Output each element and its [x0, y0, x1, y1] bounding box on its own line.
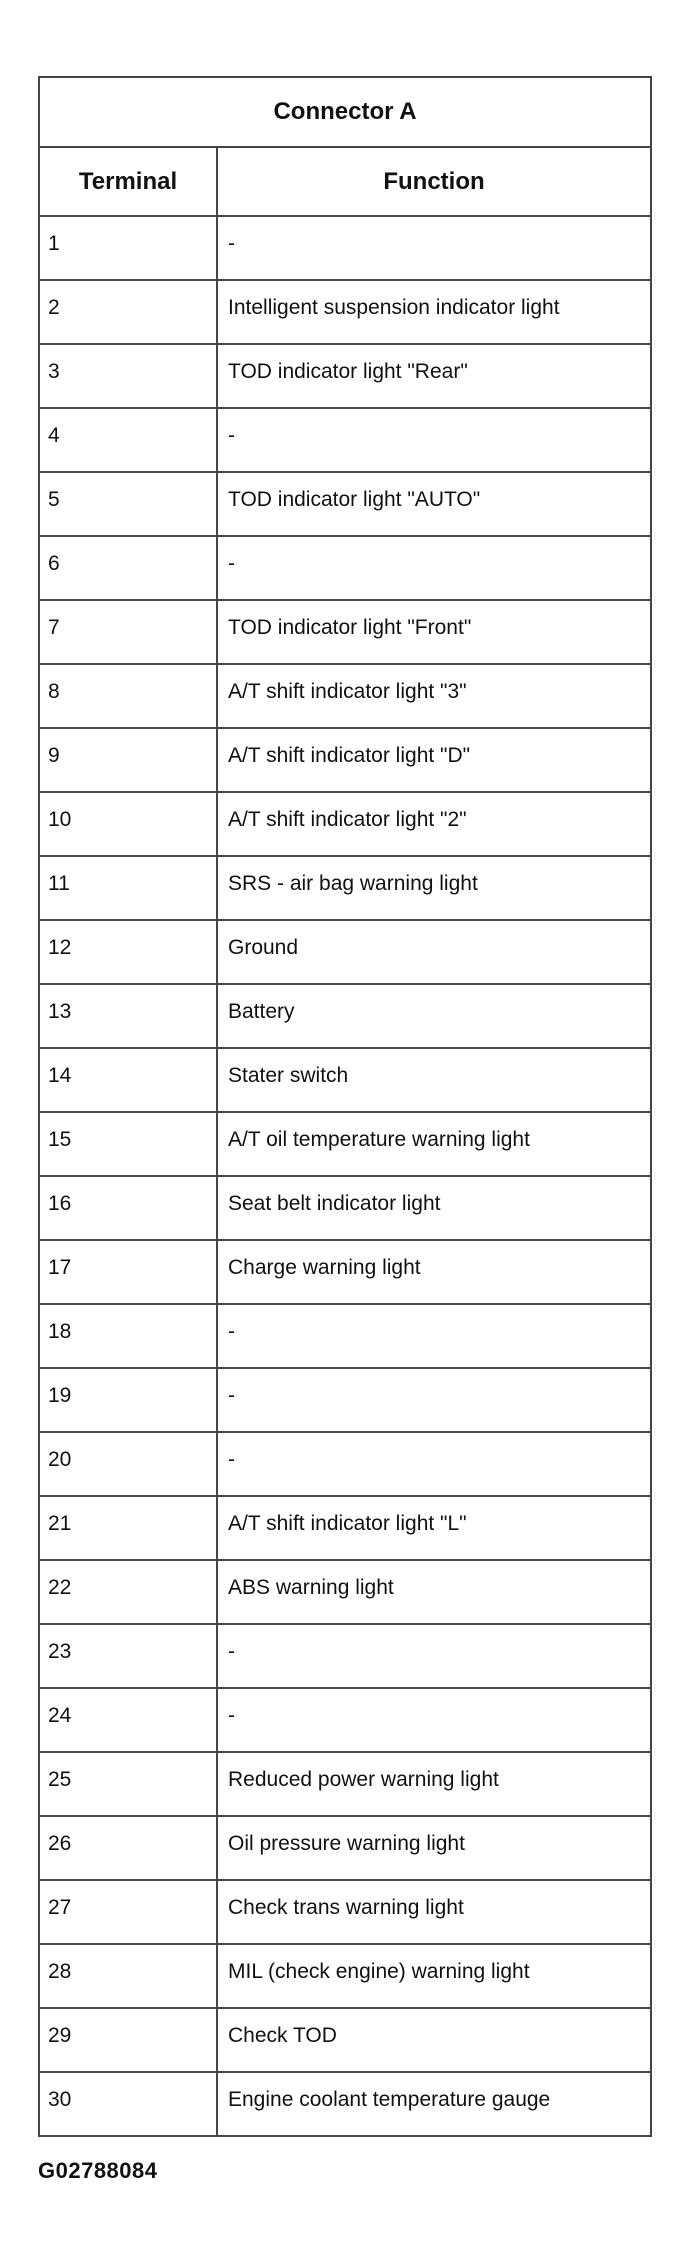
terminal-cell: 17 — [39, 1240, 217, 1304]
function-cell: A/T shift indicator light "3" — [217, 664, 651, 728]
function-cell: ABS warning light — [217, 1560, 651, 1624]
function-cell: A/T shift indicator light "L" — [217, 1496, 651, 1560]
terminal-cell: 25 — [39, 1752, 217, 1816]
function-cell: Battery — [217, 984, 651, 1048]
function-cell: - — [217, 408, 651, 472]
table-row — [39, 2072, 651, 2136]
table-row — [39, 856, 651, 920]
function-cell: Charge warning light — [217, 1240, 651, 1304]
terminal-cell: 21 — [39, 1496, 217, 1560]
table-row — [39, 1048, 651, 1112]
connector-a-table — [38, 76, 652, 2137]
terminal-cell: 3 — [39, 344, 217, 408]
table-row — [39, 920, 651, 984]
table-row — [39, 1432, 651, 1496]
terminal-cell: 9 — [39, 728, 217, 792]
table-title: Connector A — [39, 77, 651, 147]
terminal-cell: 10 — [39, 792, 217, 856]
terminal-column-header: Terminal — [39, 147, 217, 216]
terminal-cell: 6 — [39, 536, 217, 600]
terminal-cell: 13 — [39, 984, 217, 1048]
table-row — [39, 344, 651, 408]
terminal-cell: 15 — [39, 1112, 217, 1176]
table-row — [39, 792, 651, 856]
function-cell: - — [217, 216, 651, 280]
function-cell: Check trans warning light — [217, 1880, 651, 1944]
function-cell: A/T shift indicator light "2" — [217, 792, 651, 856]
table-row — [39, 536, 651, 600]
terminal-cell: 19 — [39, 1368, 217, 1432]
function-cell: - — [217, 1368, 651, 1432]
table-body — [39, 216, 651, 2136]
table-row — [39, 408, 651, 472]
table-row — [39, 472, 651, 536]
terminal-cell: 11 — [39, 856, 217, 920]
table-row — [39, 1176, 651, 1240]
terminal-cell: 14 — [39, 1048, 217, 1112]
terminal-cell: 4 — [39, 408, 217, 472]
function-cell: - — [217, 1432, 651, 1496]
terminal-cell: 28 — [39, 1944, 217, 2008]
terminal-cell: 18 — [39, 1304, 217, 1368]
function-cell: A/T shift indicator light "D" — [217, 728, 651, 792]
function-cell: - — [217, 1624, 651, 1688]
table-row — [39, 1752, 651, 1816]
function-cell: A/T oil temperature warning light — [217, 1112, 651, 1176]
function-column-header: Function — [217, 147, 651, 216]
function-cell: - — [217, 1688, 651, 1752]
terminal-cell: 20 — [39, 1432, 217, 1496]
function-cell: TOD indicator light "Front" — [217, 600, 651, 664]
terminal-cell: 1 — [39, 216, 217, 280]
function-cell: Seat belt indicator light — [217, 1176, 651, 1240]
table-row — [39, 664, 651, 728]
function-cell: TOD indicator light "AUTO" — [217, 472, 651, 536]
terminal-cell: 26 — [39, 1816, 217, 1880]
terminal-cell: 27 — [39, 1880, 217, 1944]
function-cell: - — [217, 536, 651, 600]
table-title-row — [39, 77, 651, 147]
terminal-cell: 2 — [39, 280, 217, 344]
terminal-cell: 29 — [39, 2008, 217, 2072]
function-cell: Ground — [217, 920, 651, 984]
table-row — [39, 728, 651, 792]
terminal-cell: 16 — [39, 1176, 217, 1240]
figure-id: G02788084 — [38, 2158, 158, 2183]
function-cell: Stater switch — [217, 1048, 651, 1112]
function-cell: Intelligent suspension indicator light — [217, 280, 651, 344]
table-row — [39, 1624, 651, 1688]
function-cell: Engine coolant temperature gauge — [217, 2072, 651, 2136]
table-row — [39, 1240, 651, 1304]
function-cell: Oil pressure warning light — [217, 1816, 651, 1880]
terminal-cell: 7 — [39, 600, 217, 664]
terminal-cell: 24 — [39, 1688, 217, 1752]
table-row — [39, 1816, 651, 1880]
function-cell: MIL (check engine) warning light — [217, 1944, 651, 2008]
function-cell: SRS - air bag warning light — [217, 856, 651, 920]
table-row — [39, 216, 651, 280]
table-row — [39, 1560, 651, 1624]
table-row — [39, 2008, 651, 2072]
table-row — [39, 1944, 651, 2008]
table-row — [39, 1368, 651, 1432]
terminal-cell: 23 — [39, 1624, 217, 1688]
table-row — [39, 1112, 651, 1176]
terminal-cell: 30 — [39, 2072, 217, 2136]
table-row — [39, 1688, 651, 1752]
function-cell: Reduced power warning light — [217, 1752, 651, 1816]
terminal-cell: 8 — [39, 664, 217, 728]
function-cell: Check TOD — [217, 2008, 651, 2072]
table-row — [39, 280, 651, 344]
function-cell: - — [217, 1304, 651, 1368]
table-row — [39, 1304, 651, 1368]
connector-table-container — [38, 76, 650, 2137]
terminal-cell: 12 — [39, 920, 217, 984]
table-row — [39, 1496, 651, 1560]
function-cell: TOD indicator light "Rear" — [217, 344, 651, 408]
terminal-cell: 5 — [39, 472, 217, 536]
table-header-row — [39, 147, 651, 216]
table-row — [39, 1880, 651, 1944]
table-row — [39, 984, 651, 1048]
table-row — [39, 600, 651, 664]
terminal-cell: 22 — [39, 1560, 217, 1624]
